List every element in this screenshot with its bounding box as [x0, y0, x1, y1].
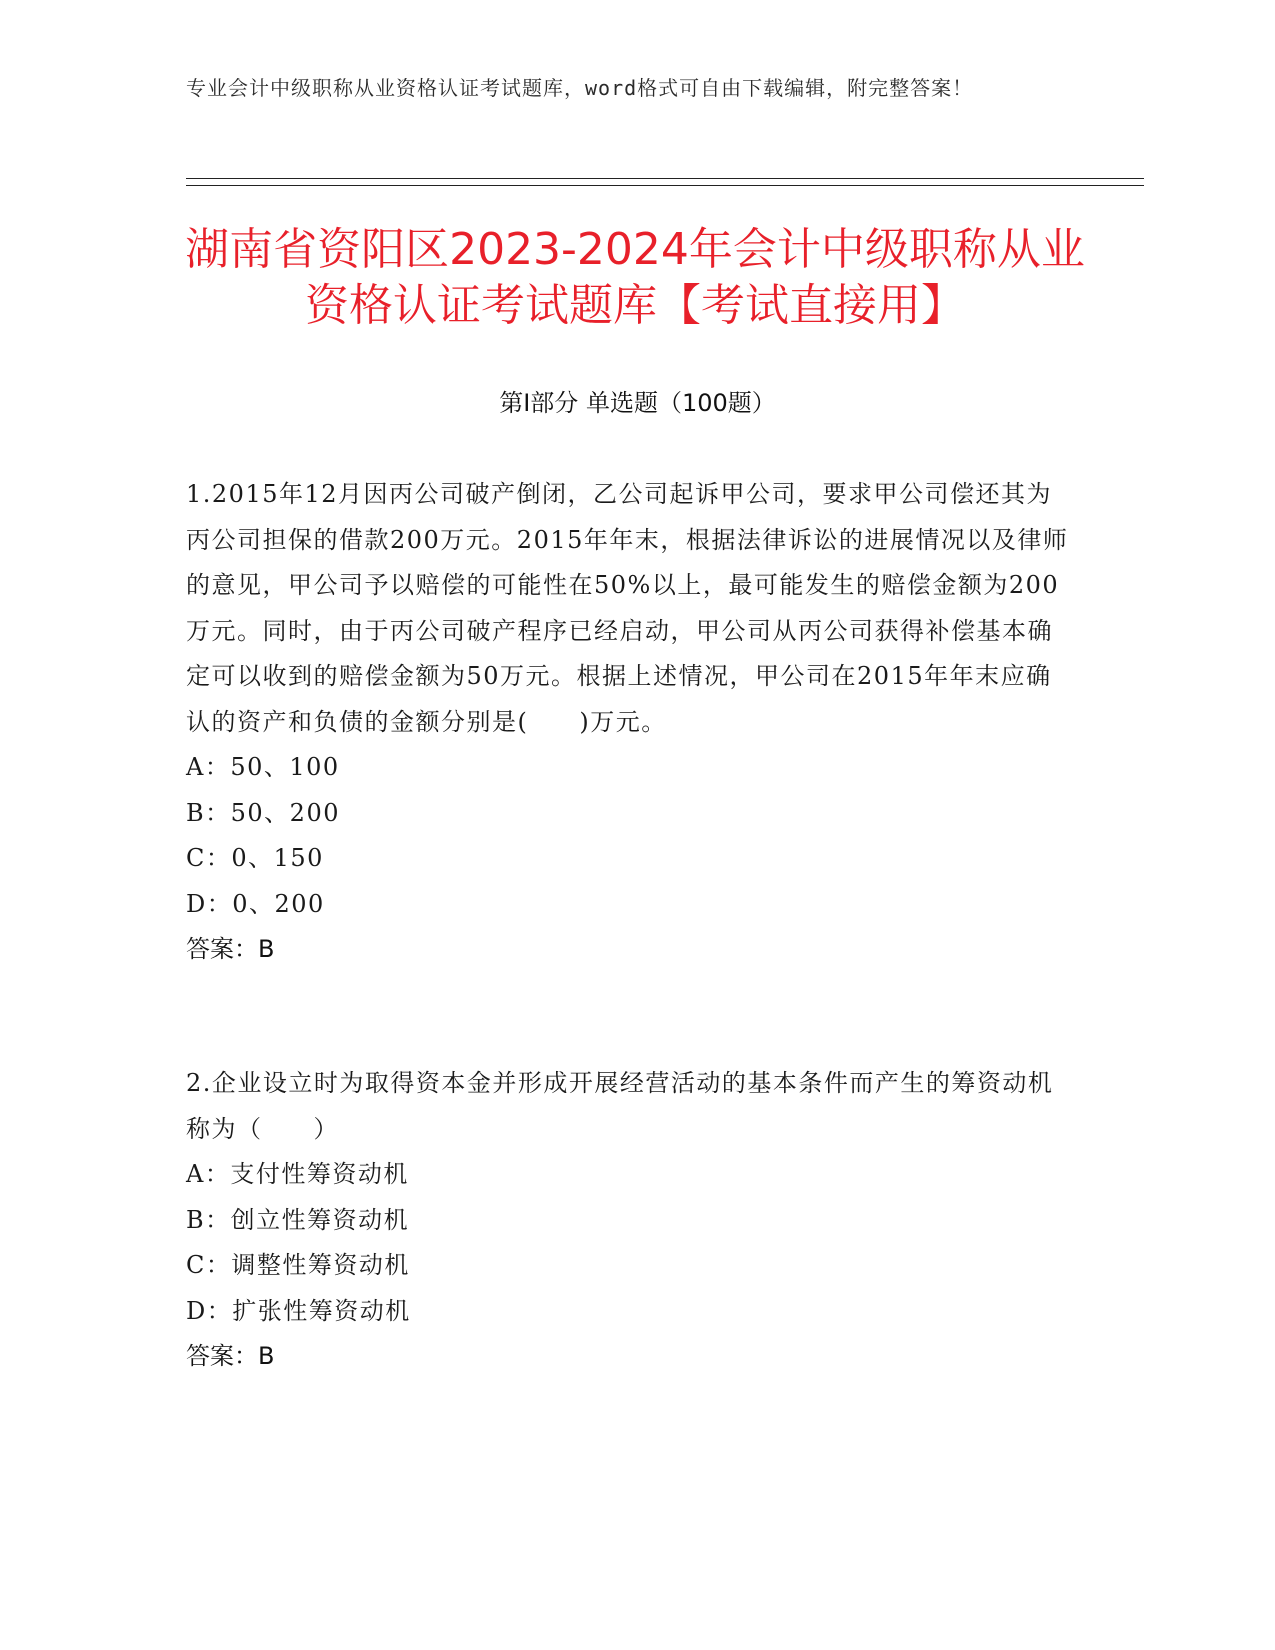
option-c: C：调整性筹资动机	[186, 1251, 410, 1279]
option-c: C：0、150	[186, 844, 324, 872]
option-a: A：支付性筹资动机	[186, 1160, 409, 1188]
section-heading: 第I部分 单选题（100题）	[499, 389, 776, 417]
header-divider-top	[186, 178, 1144, 179]
question-text: 1.2015年12月因丙公司破产倒闭，乙公司起诉甲公司，要求甲公司偿还其为丙公司担保的借款200万元。2015年年末，根据法律诉讼的进展情况以及律师的意见，甲公司予以赔偿的可能性在50%以上，最可能发生的赔偿金额为200万元。同时，由于丙公司破产程序已经启动，甲公司从丙公司获得补偿基本确定可以收到的赔偿金额为50万元。根据上述情况，甲公司在2015年年末应确认的资产和负债的金额分别是( )万元。	[186, 480, 1069, 736]
question-1	[186, 472, 1076, 973]
header-note: 专业会计中级职称从业资格认证考试题库，word格式可自由下载编辑，附完整答案！	[186, 76, 974, 100]
option-d: D：扩张性筹资动机	[186, 1296, 411, 1325]
option-b: B：创立性筹资动机	[186, 1205, 410, 1234]
option-a: A：50、100	[186, 753, 340, 781]
document-title: 湖南省资阳区2023-2024年会计中级职称从业资格认证考试题库【考试直接用】	[185, 224, 1085, 331]
answer-label: 答案：B	[186, 935, 275, 963]
option-b: B：50、200	[186, 798, 340, 827]
answer-label: 答案：B	[186, 1342, 275, 1370]
question-text: 2.企业设立时为取得资本金并形成开展经营活动的基本条件而产生的筹资动机称为（ ）	[186, 1069, 1054, 1143]
question-2	[186, 1061, 1076, 1380]
option-d: D：0、200	[186, 889, 325, 918]
header-divider-bottom	[186, 185, 1144, 186]
